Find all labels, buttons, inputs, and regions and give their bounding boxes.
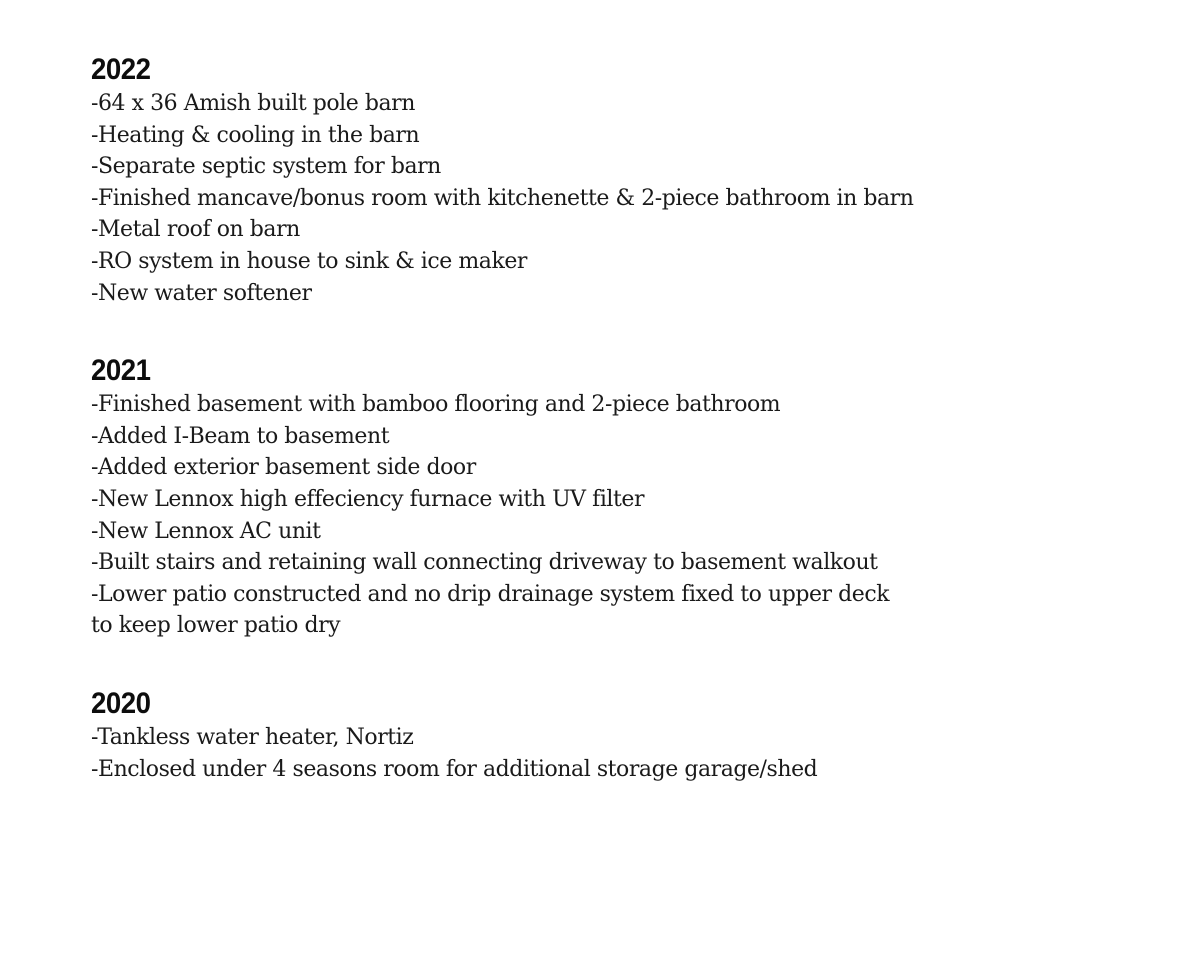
list-item: -New Lennox high effeciency furnace with UV filter (91, 486, 645, 512)
document-page (91, 52, 1141, 829)
list-item: -Built stairs and retaining wall connecting driveway to basement walkout (91, 550, 878, 576)
section-year-heading: 2021 (91, 354, 151, 388)
list-item: -64 x 36 Amish built pole barn (91, 91, 415, 116)
list-item: -Metal roof on barn (91, 217, 300, 243)
list-item: -Heating & cooling in the barn (91, 122, 420, 148)
year-section-2021 (91, 353, 1141, 642)
section-year-heading: 2022 (91, 53, 151, 86)
list-item: -RO system in house to sink & ice maker (91, 248, 527, 274)
section-year-heading: 2020 (91, 686, 151, 720)
list-item: -Finished basement with bamboo flooring and 2-piece bathroom (91, 392, 781, 418)
list-item: -Finished mancave/bonus room with kitchenette & 2-piece bathroom in barn (91, 185, 914, 211)
year-section-2022 (91, 52, 1141, 309)
list-item: -Lower patio constructed and no drip drainage system fixed to upper deck (91, 581, 890, 607)
list-item: -Added exterior basement side door (91, 455, 476, 481)
list-item: -Separate septic system for barn (91, 154, 441, 180)
improvement-list (91, 88, 1141, 309)
list-item: -New Lennox AC unit (91, 518, 321, 544)
improvement-list (91, 389, 1141, 642)
improvement-list (91, 722, 1141, 785)
list-item: -New water softener (91, 280, 312, 306)
list-item: to keep lower patio dry (91, 613, 341, 639)
list-item: -Added I-Beam to basement (91, 423, 390, 449)
list-item: -Enclosed under 4 seasons room for additional storage garage/shed (91, 756, 818, 782)
year-section-2020 (91, 686, 1141, 785)
list-item: -Tankless water heater, Nortiz (91, 724, 414, 750)
